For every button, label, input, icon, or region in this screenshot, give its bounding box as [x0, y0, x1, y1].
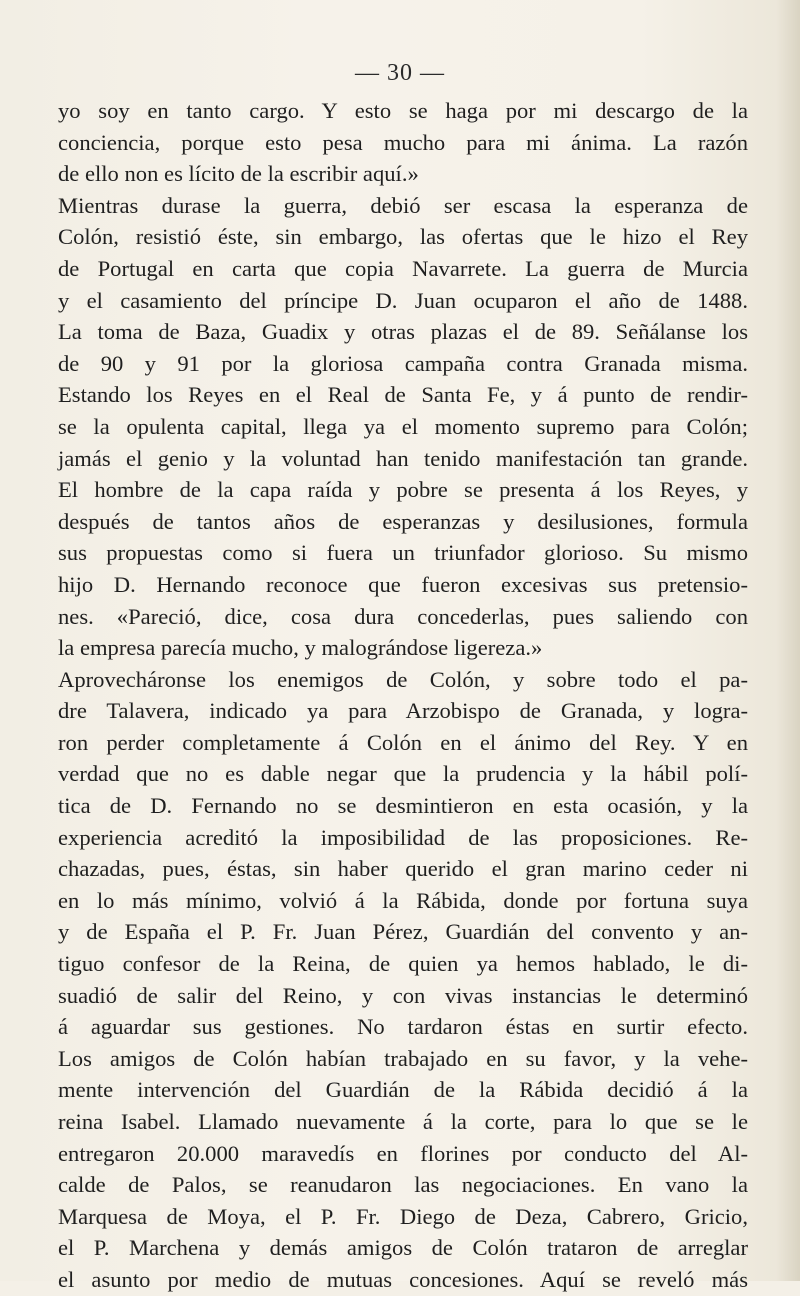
text-line: mente intervención del Guardián de la Rábida decidió á la: [58, 1077, 748, 1103]
text-line: jamás el genio y la voluntad han tenido manifestación tan grande.: [58, 445, 748, 471]
text-line: Los amigos de Colón habían trabajado en su favor, y la vehe-: [58, 1045, 748, 1071]
text-line: el P. Marchena y demás amigos de Colón trataron de arreglar: [58, 1235, 748, 1261]
text-line: después de tantos años de esperanzas y desilusiones, formula: [58, 508, 748, 534]
text-line: Colón, resistió éste, sin embargo, las ofertas que le hizo el Rey: [58, 224, 748, 250]
text-line: experiencia acreditó la imposibilidad de las proposiciones. Re-: [58, 824, 748, 850]
text-line: reina Isabel. Llamado nuevamente á la corte, para lo que se le: [58, 1109, 748, 1134]
text-line: á aguardar sus gestiones. No tardaron éstas en surtir efecto.: [58, 1014, 748, 1040]
text-line: conciencia, porque esto pesa mucho para mi ánima. La razón: [58, 129, 748, 155]
text-line: la empresa parecía mucho, y malográndose ligereza.»: [58, 635, 543, 661]
text-line: verdad que no es dable negar que la prudencia y la hábil polí-: [58, 761, 748, 787]
text-line: entregaron 20.000 maravedís en florines por conducto del Al-: [58, 1140, 748, 1166]
text-line: de 90 y 91 por la gloriosa campaña contra Granada misma.: [58, 350, 748, 376]
text-line: tica de D. Fernando no se desmintieron en esta ocasión, y la: [58, 793, 748, 819]
text-line: de ello non es lícito de la escribir aquí.»: [58, 161, 419, 187]
text-line: Estando los Reyes en el Real de Santa Fe, y á punto de rendir-: [58, 382, 748, 408]
text-line: nes. «Pareció, dice, cosa dura concederlas, pues saliendo con: [58, 603, 748, 629]
text-line: El hombre de la capa raída y pobre se presenta á los Reyes, y: [58, 477, 748, 503]
text-line: suadió de salir del Reino, y con vivas instancias le determinó: [58, 982, 748, 1008]
text-line: y de España el P. Fr. Juan Pérez, Guardián del convento y an-: [58, 919, 748, 945]
text-line: Aprovecháronse los enemigos de Colón, y sobre todo el pa-: [58, 666, 748, 692]
text-line: el asunto por medio de mutuas concesiones. Aquí se reveló más: [58, 1266, 748, 1292]
text-line: y el casamiento del príncipe D. Juan ocuparon el año de 1488.: [58, 287, 748, 313]
text-line: sus propuestas como si fuera un triunfador glorioso. Su mismo: [58, 540, 748, 566]
text-line: ron perder completamente á Colón en el ánimo del Rey. Y en: [58, 729, 748, 755]
text-line: La toma de Baza, Guadix y otras plazas el de 89. Señálanse los: [58, 319, 748, 345]
body-text: [58, 95, 748, 1296]
text-line: Marquesa de Moya, el P. Fr. Diego de Deza, Cabrero, Gricio,: [58, 1203, 748, 1229]
text-line: yo soy en tanto cargo. Y esto se haga por mi descargo de la: [58, 98, 748, 123]
text-line: dre Talavera, indicado ya para Arzobispo de Granada, y logra-: [58, 698, 748, 724]
text-line: en lo más mínimo, volvió á la Rábida, donde por fortuna suya: [58, 887, 748, 913]
text-line: de Portugal en carta que copia Navarrete. La guerra de Murcia: [58, 255, 748, 281]
text-line: tiguo confesor de la Reina, de quien ya hemos hablado, le di-: [58, 951, 748, 977]
text-line: hijo D. Hernando reconoce que fueron excesivas sus pretensio-: [58, 571, 748, 597]
text-line: calde de Palos, se reanudaron las negociaciones. En vano la: [58, 1172, 748, 1198]
text-line: Mientras durase la guerra, debió ser escasa la esperanza de: [58, 192, 748, 218]
text-line: chazadas, pues, éstas, sin haber querido el gran marino ceder ni: [58, 856, 748, 882]
page-number: — 30 —: [355, 60, 445, 86]
text-line: se la opulenta capital, llega ya el momento supremo para Colón;: [58, 413, 748, 439]
